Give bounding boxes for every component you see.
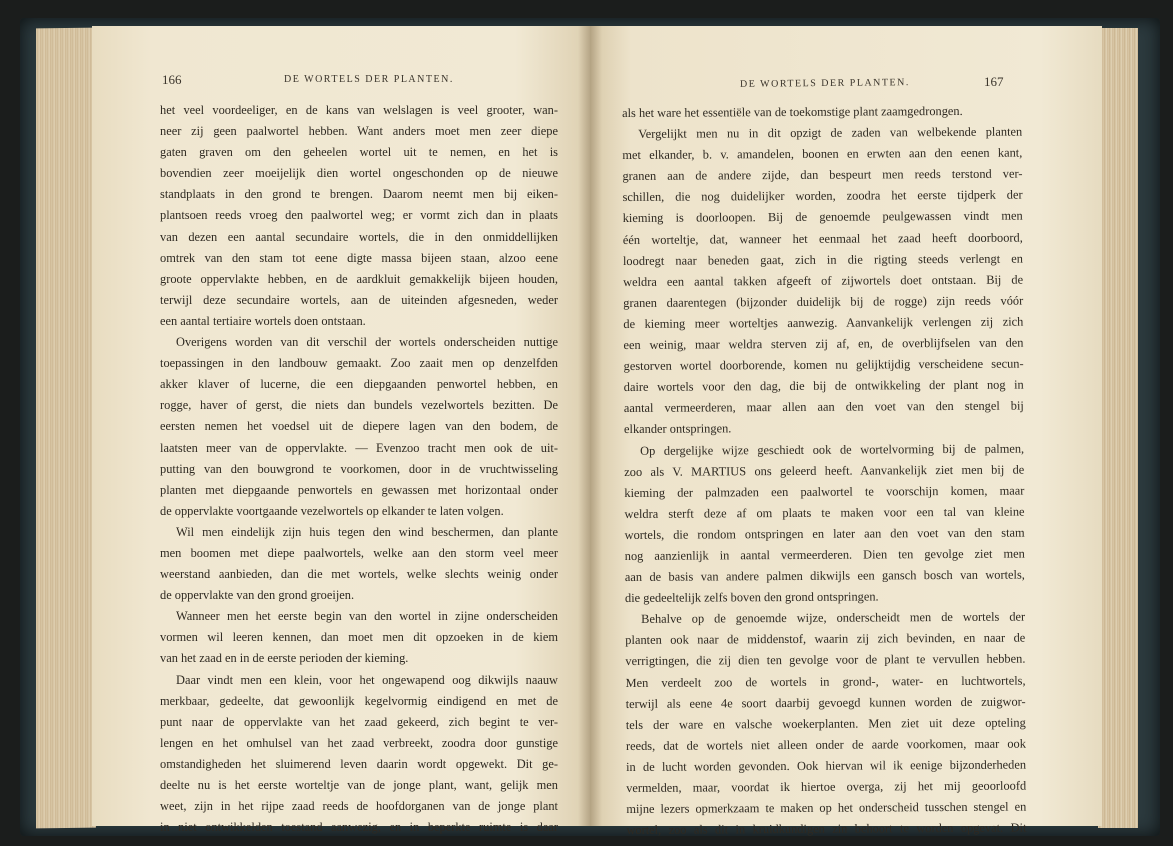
text-line: vermelden, maar, voordat ik hiertoe overga, zij het mij geoorloofd (626, 778, 1027, 795)
text-line: standplaats in den grond te brengen. Daarom neemt men bij eiken- (160, 187, 558, 202)
text-line: weldra sterft deze af om plaats te maken voor een tal van kleine (624, 504, 1025, 521)
text-line: neer zij geen paalwortel hebben. Want anders moet men zeer diepe (160, 124, 558, 139)
text-block (622, 101, 1027, 842)
text-line: eersten nemen het voedsel uit de diepere lagen van den bodem, de (160, 419, 558, 434)
text-line: een weinig, maar weldra sterven zij af, en, de overblijfselen van den (623, 335, 1024, 353)
text-line: deelte nu is het eerste worteltje van de jonge plant, want, gelijk men (160, 778, 558, 792)
text-line: rogge, haver of gerst, die niets dan bundels vezelwortels bezitten. De (160, 398, 558, 413)
page-edges-right (1098, 28, 1138, 828)
text-line: die gedeeltelijk zelfs boven den grond ontspringen. (624, 589, 879, 606)
text-line: putting van den bouwgrond te voorkomen, door in de vruchtwisseling (160, 461, 558, 476)
text-line: granen aan de andere zijde, dan bespeurt men reeds terstond ver- (622, 166, 1023, 184)
text-line: aantal vermeerderen, maar allen aan den voet van den stengel bij (623, 398, 1024, 416)
text-line: weet, zijn in het rijpe zaad reeds de hoofdorganen van de jonge plant (160, 799, 558, 814)
running-head: DE WORTELS DER PLANTEN. (284, 74, 454, 85)
text-line: elkander ontspringen. (623, 421, 732, 437)
text-line: gaten graven om den geheelen wortel uit te nemen, en het is (160, 145, 558, 160)
text-line: Overigens worden van dit verschil der wortels onderscheiden nuttige (176, 335, 558, 350)
text-line: loodregt naar beneden gaat, zich in die rigting steeds verlengt en (622, 251, 1023, 268)
text-line: met elkander, b. v. amandelen, boonen en erwten aan den eenen kant, (622, 145, 1023, 163)
text-line: Wil men eindelijk zijn huis tegen den wind beschermen, dan plante (176, 524, 558, 539)
text-line: in niet ontwikkelden toestand aanwezig, en in beperkte ruimte is daar (160, 820, 558, 835)
text-line: kieming is doorloopen. Bij de genoemde peulgewassen vindt men (622, 209, 1023, 226)
text-line: omtrek van den stam tot eene digte massa bijeen staan, alzoo eene (160, 250, 558, 265)
text-line: groote oppervlakte hebben, en de aardkluit gemakkelijk bijeen houden, (160, 271, 558, 286)
text-line: omstandigheden het sluimerend leven daarin wordt opgewekt. Dit ge- (160, 756, 558, 771)
text-line: weerstand aanbieden, dan die met wortels, welke slechts weinig onder (160, 567, 558, 582)
page-edges-left (36, 28, 96, 829)
text-line: granen daarentegen (bijzonder duidelijk bij de rogge) zijn reeds vóór (623, 293, 1024, 310)
text-line: kieming der palmzaden een paalwortel te voorschijn komen, maar (624, 483, 1025, 500)
text-line: schillen, die nog duidelijker worden, zoodra het eerste tijdperk der (622, 187, 1023, 205)
text-line: nog aanzienlijk in aantal vermeerderen. Dien ten gevolge ziet men (624, 546, 1025, 563)
text-line: men boomen met diepe paalwortels, welke aan den storm veel meer (160, 545, 558, 560)
text-line: aan de basis van andere palmen dikwijls een gansch bosch van wortels, (624, 567, 1025, 585)
text-line: tels der ware en valsche woekerplanten. Men ziet uit deze opteling (625, 715, 1026, 732)
text-line: punt naar de oppervlakte van het zaad gekeerd, zich begint te ver- (160, 714, 558, 729)
text-line: zoo als V. MARTIUS ons geleerd heeft. Aanvankelijk ziet men bij de (624, 462, 1025, 479)
text-line: terwijl als eene 4e soort daarbij gevoegd kunnen worden de zuigwor- (625, 694, 1026, 711)
text-line: lengen en het omhulsel van het zaad verbreekt, zoodra door gunstige (160, 735, 558, 750)
book-gutter (578, 26, 602, 826)
text-line: de oppervlakte van den grond groeijen. (160, 588, 355, 603)
text-line: toepassingen in den landbouw gemaakt. Zoo zaait men op denzelfden (160, 356, 558, 371)
right-page (590, 26, 1102, 838)
text-line: terwijl deze secundaire wortels, aan de uiteinden afgesneden, weder (160, 292, 558, 307)
text-line: bovendien zeer moeijelijk dien wortel ongeschonden op de nieuwe (160, 166, 558, 181)
text-line: merkbaar, gedeelte, dat gewoonlijk kegelvormig eindigend en met de (160, 693, 558, 708)
text-line: van het zaad en in de eerste perioden der kieming. (160, 651, 409, 666)
text-line: Wanneer men het eerste begin van den wortel in zijne onderscheiden (176, 609, 558, 624)
text-line: wortel, zoo als dit in kruidkundigen zin behoort te worden opgevat. Dit (626, 820, 1027, 838)
text-line: in de lucht worden gevonden. Ook hiervan wil ik eenige bijzonderheden (626, 757, 1027, 774)
text-line: Behalve op de genoemde wijze, onderscheidt men de wortels der (641, 609, 1026, 627)
text-line: daire wortels voor den dag, die bij de ontwikkeling der plant nog in (623, 377, 1024, 395)
text-line: mijne lezers opmerkzaam te maken op het onderscheid tusschen stengel en (626, 799, 1027, 817)
text-line: verrigtingen, die zij dien ten gevolge voor de plant te vervullen hebben. (625, 651, 1026, 669)
text-line: plantsoen reeds vroeg den paalwortel weg; er vormt zich dan in plaats (160, 208, 558, 223)
text-line: als het ware het essentiële van de toekomstige plant zaamgedrongen. (622, 103, 963, 120)
text-line: een aantal tertiaire wortels doen ontstaan. (160, 313, 366, 328)
text-line: gestorven wortel doorborende, komen nu gelijktijdig verscheidene secun- (623, 356, 1024, 374)
text-line: Vergelijkt men nu in dit opzigt de zaden van welbekende planten (638, 124, 1023, 141)
text-line: de kieming meer worteltjes aanwezig. Aanvankelijk verlengen zij zich (623, 314, 1024, 331)
text-line: het veel voordeeliger, en de kans van welslagen is veel grooter, wan- (160, 103, 558, 117)
page-number: 167 (984, 74, 1004, 89)
text-line: laatsten meer van de oppervlakte. — Evenzoo tracht men ook de uit- (160, 440, 558, 455)
text-line: Op dergelijke wijze geschiedt ook de wortelvorming bij de palmen, (640, 441, 1025, 458)
text-line: reeds, dat de wortels niet alleen onder de aarde voorkomen, maar ook (625, 736, 1026, 753)
text-line: van dezen een aantal secundaire wortels, die in den onmiddellijken (160, 229, 558, 244)
running-head: DE WORTELS DER PLANTEN. (739, 77, 910, 90)
text-line: planten ook naar de middenstof, waarin zij zich bevinden, en naar de (625, 630, 1026, 648)
text-line: planten met diepgaande penwortels en gewassen met horizontaal onder (160, 482, 558, 497)
text-line: akker klaver of lucerne, die een diepgaanden penwortel hebben, en (160, 377, 558, 392)
page-number: 166 (162, 72, 182, 87)
text-line: één worteltje, dat, wanneer het eenmaal het zaad heeft doorboord, (622, 230, 1023, 247)
text-line: de oppervlakte voortgaande vezelwortels op elkander te laten volgen. (160, 503, 504, 518)
text-line: Men verdeelt zoo de wortels in grond-, water- en luchtwortels, (625, 673, 1026, 690)
text-line: weldra een aantal takken afgeeft of zijwortels doet ontstaan. Bij de (623, 272, 1024, 289)
text-block (160, 100, 558, 838)
left-page (92, 26, 590, 835)
text-line: wortels, die rondom ontspringen en later aan den voet van den stam (624, 525, 1025, 542)
text-line: vormen wil leeren kennen, dan moet men dit opzoeken in de kiem (160, 630, 558, 645)
text-line: Daar vindt men een klein, voor het ongewapend oog dikwijls naauw (176, 672, 558, 687)
